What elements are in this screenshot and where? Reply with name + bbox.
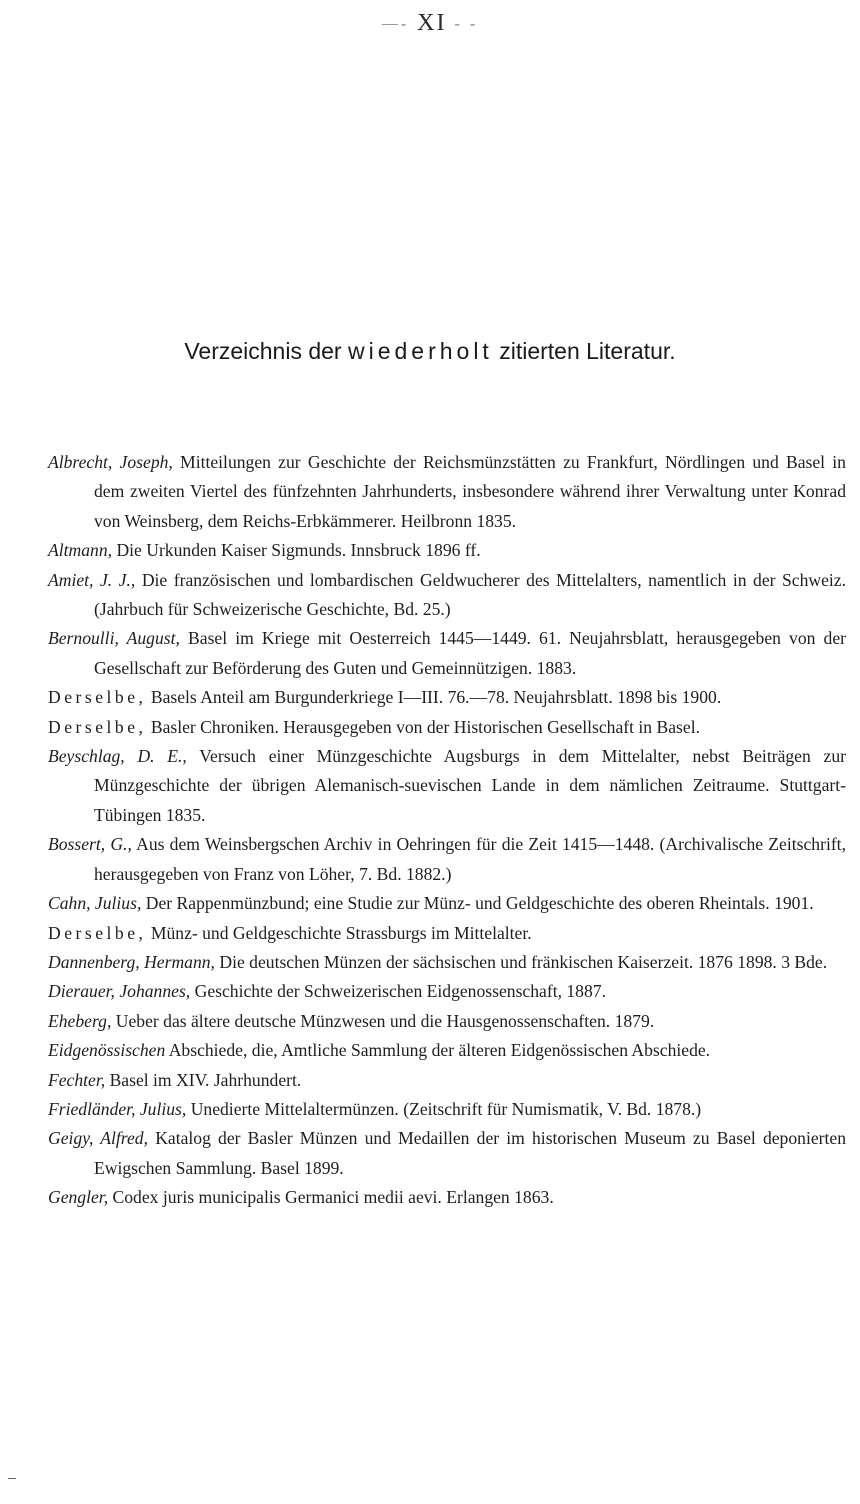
bib-entry-fechter [48, 1066, 846, 1095]
entry-author: Beyschlag, D. E., [48, 746, 187, 767]
entry-author: Geigy, Alfred, [48, 1128, 149, 1149]
entry-author: Albrecht, Joseph, [48, 452, 173, 472]
bib-entry-gengler [48, 1183, 846, 1212]
entry-text: Aus dem Weinsbergschen Archiv in Oehringen für die Zeit 1415—1448. (Archivalische Zeitschrift, herausgegeben von Franz von Löher, 7. Bd. 1882.) [94, 834, 846, 884]
entry-text: Abschiede, die, Amtliche Sammlung der älteren Eidgenössischen Abschiede. [168, 1040, 711, 1061]
header-dash-left: —- [381, 15, 410, 33]
page-number: XI [417, 10, 447, 36]
bib-entry-friedlaender [48, 1095, 846, 1124]
header-dash-right: - - [454, 15, 479, 33]
entry-text: Die deutschen Münzen der sächsischen und fränkischen Kaiserzeit. 1876 1898. 3 Bde. [219, 951, 828, 972]
bib-entry-cahn [48, 889, 846, 918]
bib-entry-beyschlag [48, 742, 846, 830]
entry-text: Versuch einer Münzgeschichte Augsburgs in dem Mittelalter, nebst Beiträgen zur Münzgeschichte der übrigen Alemanisch-suevischen Lande in dem nämlichen Zeitraume. Stuttgart-Tübingen 1835. [94, 746, 846, 825]
bib-entry-bernoulli [48, 624, 846, 683]
entry-author: Altmann, [48, 540, 113, 561]
entry-text: Katalog der Basler Münzen und Medaillen der im historischen Museum zu Basel deponierten Ewigschen Sammlung. Basel 1899. [94, 1128, 846, 1178]
entry-author: Eheberg, [48, 1010, 112, 1031]
bib-entry-derselbe-1 [48, 683, 846, 712]
bib-entry-derselbe-2 [48, 713, 846, 742]
entry-author: Fechter, [48, 1069, 106, 1090]
entry-author: Derselbe, [48, 922, 147, 943]
bib-entry-dierauer [48, 977, 846, 1006]
entry-text: Codex juris municipalis Germanici medii aevi. Erlangen 1863. [112, 1187, 554, 1208]
entry-text: Basel im XIV. Jahrhundert. [109, 1069, 302, 1090]
entry-author: Amiet, J. J., [48, 569, 136, 590]
entry-text: Unedierte Mittelaltermünzen. (Zeitschrift für Numismatik, V. Bd. 1878.) [190, 1098, 702, 1119]
entry-author: Derselbe, [48, 687, 147, 708]
entry-text: Münz- und Geldgeschichte Strassburgs im Mittelalter. [150, 922, 532, 943]
bib-entry-geigy [48, 1124, 846, 1183]
entry-author: Cahn, Julius, [48, 893, 142, 914]
entry-text: Die Urkunden Kaiser Sigmunds. Innsbruck 1896 ff. [116, 540, 481, 561]
entry-text: Geschichte der Schweizerischen Eidgenossenschaft, 1887. [194, 981, 606, 1002]
scan-edge-mark [8, 1478, 16, 1479]
entry-text: Basels Anteil am Burgunderkriege I—III. 76.—78. Neujahrsblatt. 1898 bis 1900. [150, 687, 722, 708]
bib-entry-dannenberg [48, 948, 846, 977]
bibliography-list [48, 448, 846, 1213]
title-part-3: zitierten Literatur. [499, 338, 676, 364]
title-part-1: Verzeichnis der [184, 338, 342, 364]
page-header [0, 10, 860, 37]
entry-author: Eidgenössischen [48, 1040, 166, 1061]
entry-author: Gengler, [48, 1187, 109, 1208]
entry-text: Basel im Kriege mit Oesterreich 1445—1449. 61. Neujahrsblatt, herausgegeben von der Gesellschaft zur Beförderung des Guten und Gemeinnützigen. 1883. [94, 628, 847, 678]
entry-text: Mitteilungen zur Geschichte der Reichsmünzstätten zu Frankfurt, Nördlingen und Basel in dem zweiten Viertel des fünfzehnten Jahrhunderts, insbesondere während ihrer Verwaltung unter Konrad von Weinsberg, dem Reichs-Erbkämmerer. Heilbronn 1835. [94, 452, 846, 531]
entry-author: Derselbe, [48, 716, 147, 737]
bib-entry-amiet [48, 566, 846, 625]
entry-author: Friedländer, Julius, [48, 1098, 187, 1119]
entry-text: Die französischen und lombardischen Geldwucherer des Mittelalters, namentlich in der Schweiz. (Jahrbuch für Schweizerische Geschichte, Bd. 25.) [94, 569, 847, 620]
section-title [0, 338, 860, 365]
bib-entry-eheberg [48, 1007, 846, 1036]
bib-entry-bossert [48, 830, 846, 889]
entry-author: Bernoulli, August, [48, 628, 180, 649]
entry-text: Der Rappenmünzbund; eine Studie zur Münz- und Geldgeschichte des oberen Rheintals. 1901. [145, 893, 814, 914]
bib-entry-altmann [48, 536, 846, 565]
entry-author: Bossert, G., [48, 834, 132, 855]
entry-text: Basler Chroniken. Herausgegeben von der Historischen Gesellschaft in Basel. [150, 716, 700, 737]
entry-author: Dannenberg, Hermann, [48, 951, 215, 972]
bib-entry-albrecht [48, 448, 846, 536]
bib-entry-eidgenoessischen [48, 1036, 846, 1065]
title-part-2-spaced: wiederholt [347, 338, 493, 364]
entry-author: Dierauer, Johannes, [48, 981, 191, 1002]
entry-text: Ueber das ältere deutsche Münzwesen und die Hausgenossenschaften. 1879. [115, 1010, 655, 1031]
bib-entry-derselbe-3 [48, 919, 846, 948]
